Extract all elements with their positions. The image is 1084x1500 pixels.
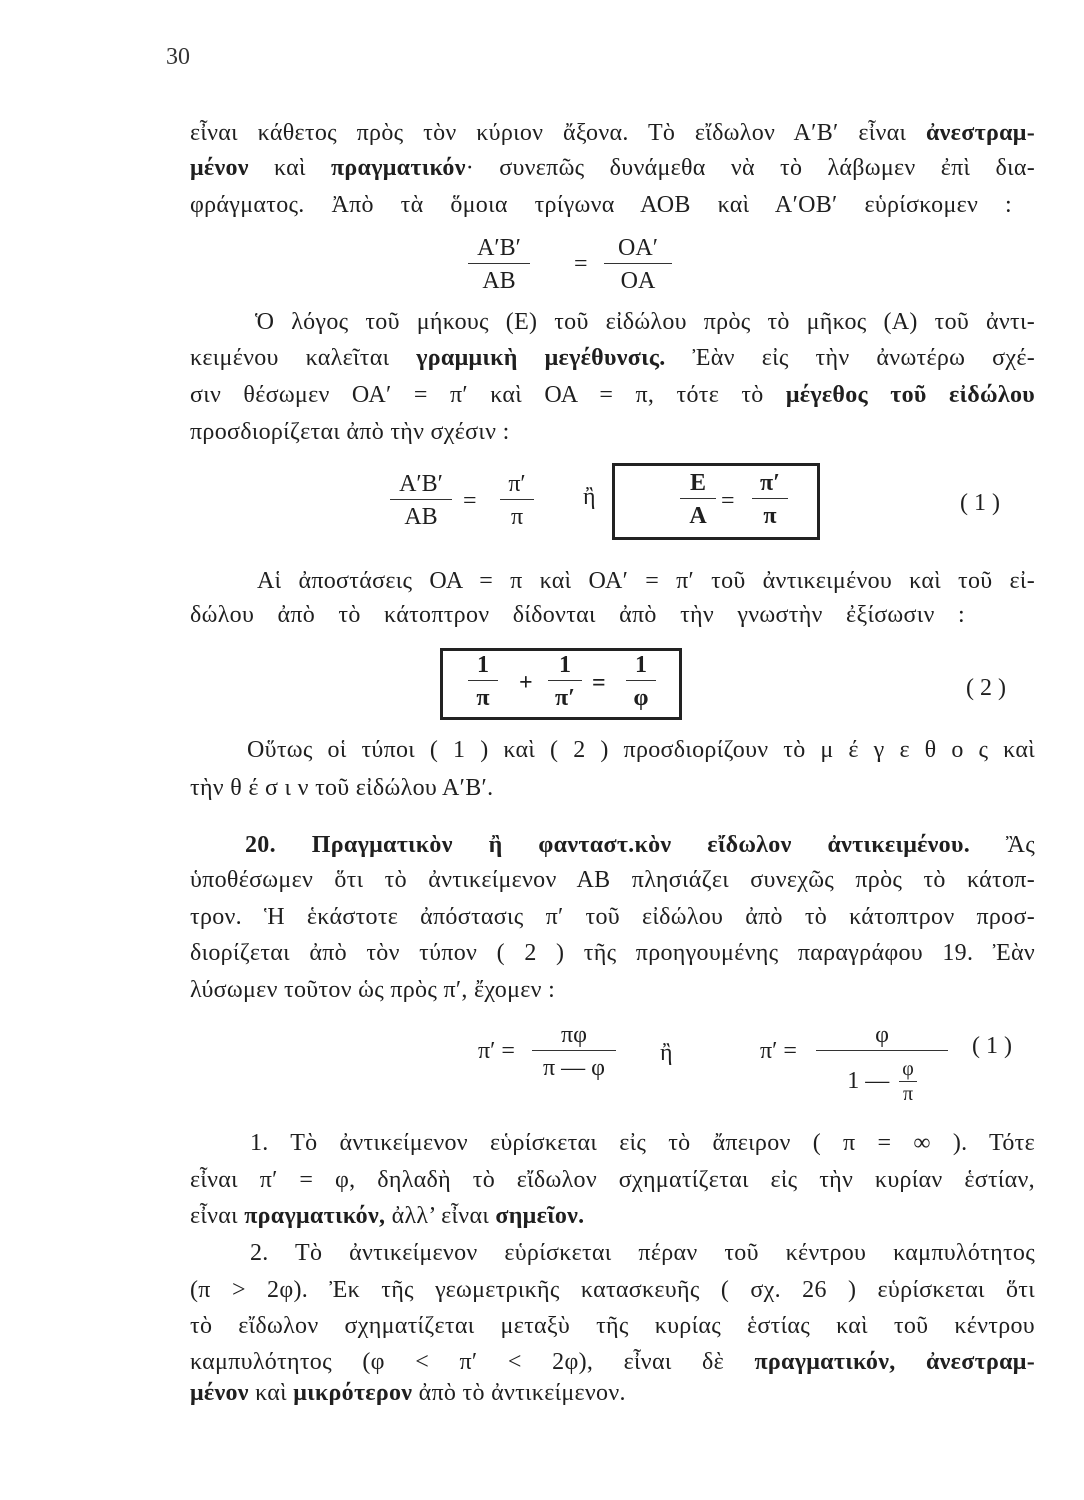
text-run: κειμένου καλεῖται [190,345,417,371]
page-number: 30 [166,44,190,70]
para1-line1 [190,115,1035,151]
bold-run: ἀνεστραμ- [925,120,1035,146]
equation-label: ( 2 ) [966,675,1006,701]
denominator: OA [620,268,656,294]
section20-line2: ὑποθέσωμεν ὅτι τὸ ἀντικείμενον ΑΒ πλησιάζει συνεχῶς πρὸς τὸ κάτοπ- [190,867,1035,893]
equals-sign: = [463,488,477,514]
text-run: καὶ [248,1380,294,1406]
text-run: καὶ [248,155,331,181]
numerator: A′B′ [468,233,530,264]
para2-line3 [190,377,1035,413]
text-run: σιν θέσωμεν ΟΑ′ = π′ καὶ ΟΑ = π, τότε τὸ [190,382,786,408]
denominator: π [902,1082,914,1105]
bold-run: μέγεθος τοῦ εἰδώλου [785,382,1036,408]
numerator: E [680,468,716,499]
para3-line2: δώλου ἀπὸ τὸ κάτοπτρον δίδονται ἀπὸ τὴν γνωστὴν ἐξίσωσιν : [190,602,965,628]
text-run: ἀπὸ τὸ ἀντικείμενον. [412,1380,626,1406]
compound-denominator [816,1051,948,1111]
bold-run: γραμμικὴ μεγέθυνσις. [416,345,666,371]
para1-line3: φράγματος. Ἀπὸ τὰ ὅμοια τρίγωνα ΑΟΒ καὶ Α′ΟΒ′ εὑρίσκομεν : [190,192,1012,218]
bold-run: μένον [190,1380,249,1406]
fraction-pi-phi [532,1020,616,1083]
numerator: π′ [500,469,534,500]
para3-line1: Αἱ ἀποστάσεις ΟΑ = π καὶ ΟΑ′ = π′ τοῦ ἀντικειμένου καὶ τοῦ εἰ- [257,568,1035,594]
fraction-one-over-phi [626,650,656,713]
text-run: εἶναι κάθετος πρὸς τὸν κύριον ἄξονα. Τὸ εἴδωλον Α′Β′ εἶναι [190,120,926,146]
fraction-distances [500,469,534,532]
bold-run: μικρότερον [293,1380,413,1406]
fraction-pi-prime-over-pi [752,468,788,531]
section20-line1 [245,827,1035,863]
denominator: φ [633,685,649,711]
equals-sign: = [721,488,735,514]
section20-line4: διορίζεται ἀπὸ τὸν τύπον ( 2 ) τῆς προηγουμένης παραγράφου 19. Ἐὰν [190,940,1035,966]
case2-line5 [190,1375,1035,1411]
case2-line2: (π > 2φ). Ἐκ τῆς γεωμετρικῆς κατασκευῆς ( σχ. 26 ) εὑρίσκεται ὅτι [190,1277,1035,1303]
para2-line2 [190,340,1035,376]
section-heading: 20. Πραγματικὸν ἢ φανταστ.κὸν εἴδωλον ἀντικειμένου. [245,832,971,858]
numerator: OA′ [604,233,672,264]
text-run: Ἐὰν εἰς τὴν ἀνωτέρω σχέ- [665,345,1036,371]
fraction-ratio-distance [604,233,672,296]
text-run: ἀλλ’ εἶναι [385,1203,496,1229]
fraction-E-over-A [680,468,716,531]
text-run: καμπυλότητος (φ < π′ < 2φ), εἶναι δὲ [190,1349,755,1375]
section20-line3: τρον. Ἡ ἑκάστοτε ἀπόστασις π′ τοῦ εἰδώλου ἀπὸ τὸ κάτοπτρον προσ- [190,904,1035,930]
numerator: 1 [626,650,656,681]
fraction-one-over-pi-prime [548,650,582,713]
denominator: A [689,503,707,529]
para2-line4: προσδιορίζεται ἀπὸ τὴν σχέσιν : [190,419,510,445]
text-run: Ἂς [970,832,1036,858]
case2-line3: τὸ εἴδωλον σχηματίζεται μεταξὺ τῆς κυρίας ἑστίας καὶ τοῦ κέντρου [190,1313,1035,1339]
bold-run: πραγματικόν, [244,1203,386,1229]
formula-box-1 [612,463,820,540]
equals-sign: = [592,670,606,696]
bold-run: πραγματικόν [330,155,466,181]
denominator: π — φ [543,1055,605,1081]
fraction-image-object [390,469,452,532]
fraction-ratio-image [468,233,530,296]
or-word: ἢ [583,484,596,510]
case1-line3 [190,1198,1035,1234]
text-run: · συνεπῶς δυνάμεθα νὰ τὸ λάβωμεν ἐπὶ δια- [465,155,1035,181]
denominator: π [510,504,524,530]
denominator: π′ [555,685,575,711]
para2-line1: Ὁ λόγος τοῦ μήκους (Ε) τοῦ εἰδώλου πρὸς τὸ μῆκος (Α) τοῦ ἀντι- [255,309,1035,335]
case1-line2: εἶναι π′ = φ, δηλαδὴ τὸ εἴδωλον σχηματίζεται εἰς τὴν κυρίαν ἑστίαν, [190,1167,1035,1193]
para4-line1: Οὕτως οἱ τύποι ( 1 ) καὶ ( 2 ) προσδιορίζουν τὸ μ έ γ ε θ ο ς καὶ [247,737,1035,763]
numerator: A′B′ [390,469,452,500]
numerator: φ [816,1020,948,1051]
bold-run: πραγματικόν, ἀνεστραμ- [754,1349,1035,1375]
para4-line2: τὴν θ έ σ ι ν τοῦ εἰδώλου Α′Β′. [190,775,494,801]
or-word: ἢ [660,1040,673,1066]
lhs-pi-prime: π′ = [478,1038,515,1064]
plus-sign: + [519,670,533,696]
numerator: πφ [532,1020,616,1051]
numerator: 1 [548,650,582,681]
equation-label: ( 1 ) [972,1033,1012,1059]
numerator: π′ [752,468,788,499]
para1-line2 [190,150,1035,186]
one-minus: 1 — [847,1068,890,1094]
fraction-phi-over-compound [816,1020,948,1111]
fraction-phi-over-pi [899,1057,917,1106]
bold-run: μένον [190,155,249,181]
denominator: π [476,685,490,711]
denominator: π [763,503,777,529]
bold-run: σημεῖον. [495,1203,585,1229]
text-run: εἶναι [190,1203,245,1229]
numerator: φ [899,1057,917,1082]
case2-line1: 2. Τὸ ἀντικείμενον εὑρίσκεται πέραν τοῦ κέντρου καμπυλότητος [250,1240,1035,1266]
section20-line5: λύσωμεν τοῦτον ὡς πρὸς π′, ἔχομεν : [190,977,556,1003]
denominator: AB [482,268,516,294]
numerator: 1 [468,650,498,681]
lhs-pi-prime: π′ = [760,1038,797,1064]
fraction-one-over-pi [468,650,498,713]
case1-line1: 1. Τὸ ἀντικείμενον εὑρίσκεται εἰς τὸ ἄπειρον ( π = ∞ ). Τότε [250,1130,1035,1156]
equation-label: ( 1 ) [960,490,1000,516]
equals-sign: = [574,251,588,277]
denominator: AB [404,504,438,530]
